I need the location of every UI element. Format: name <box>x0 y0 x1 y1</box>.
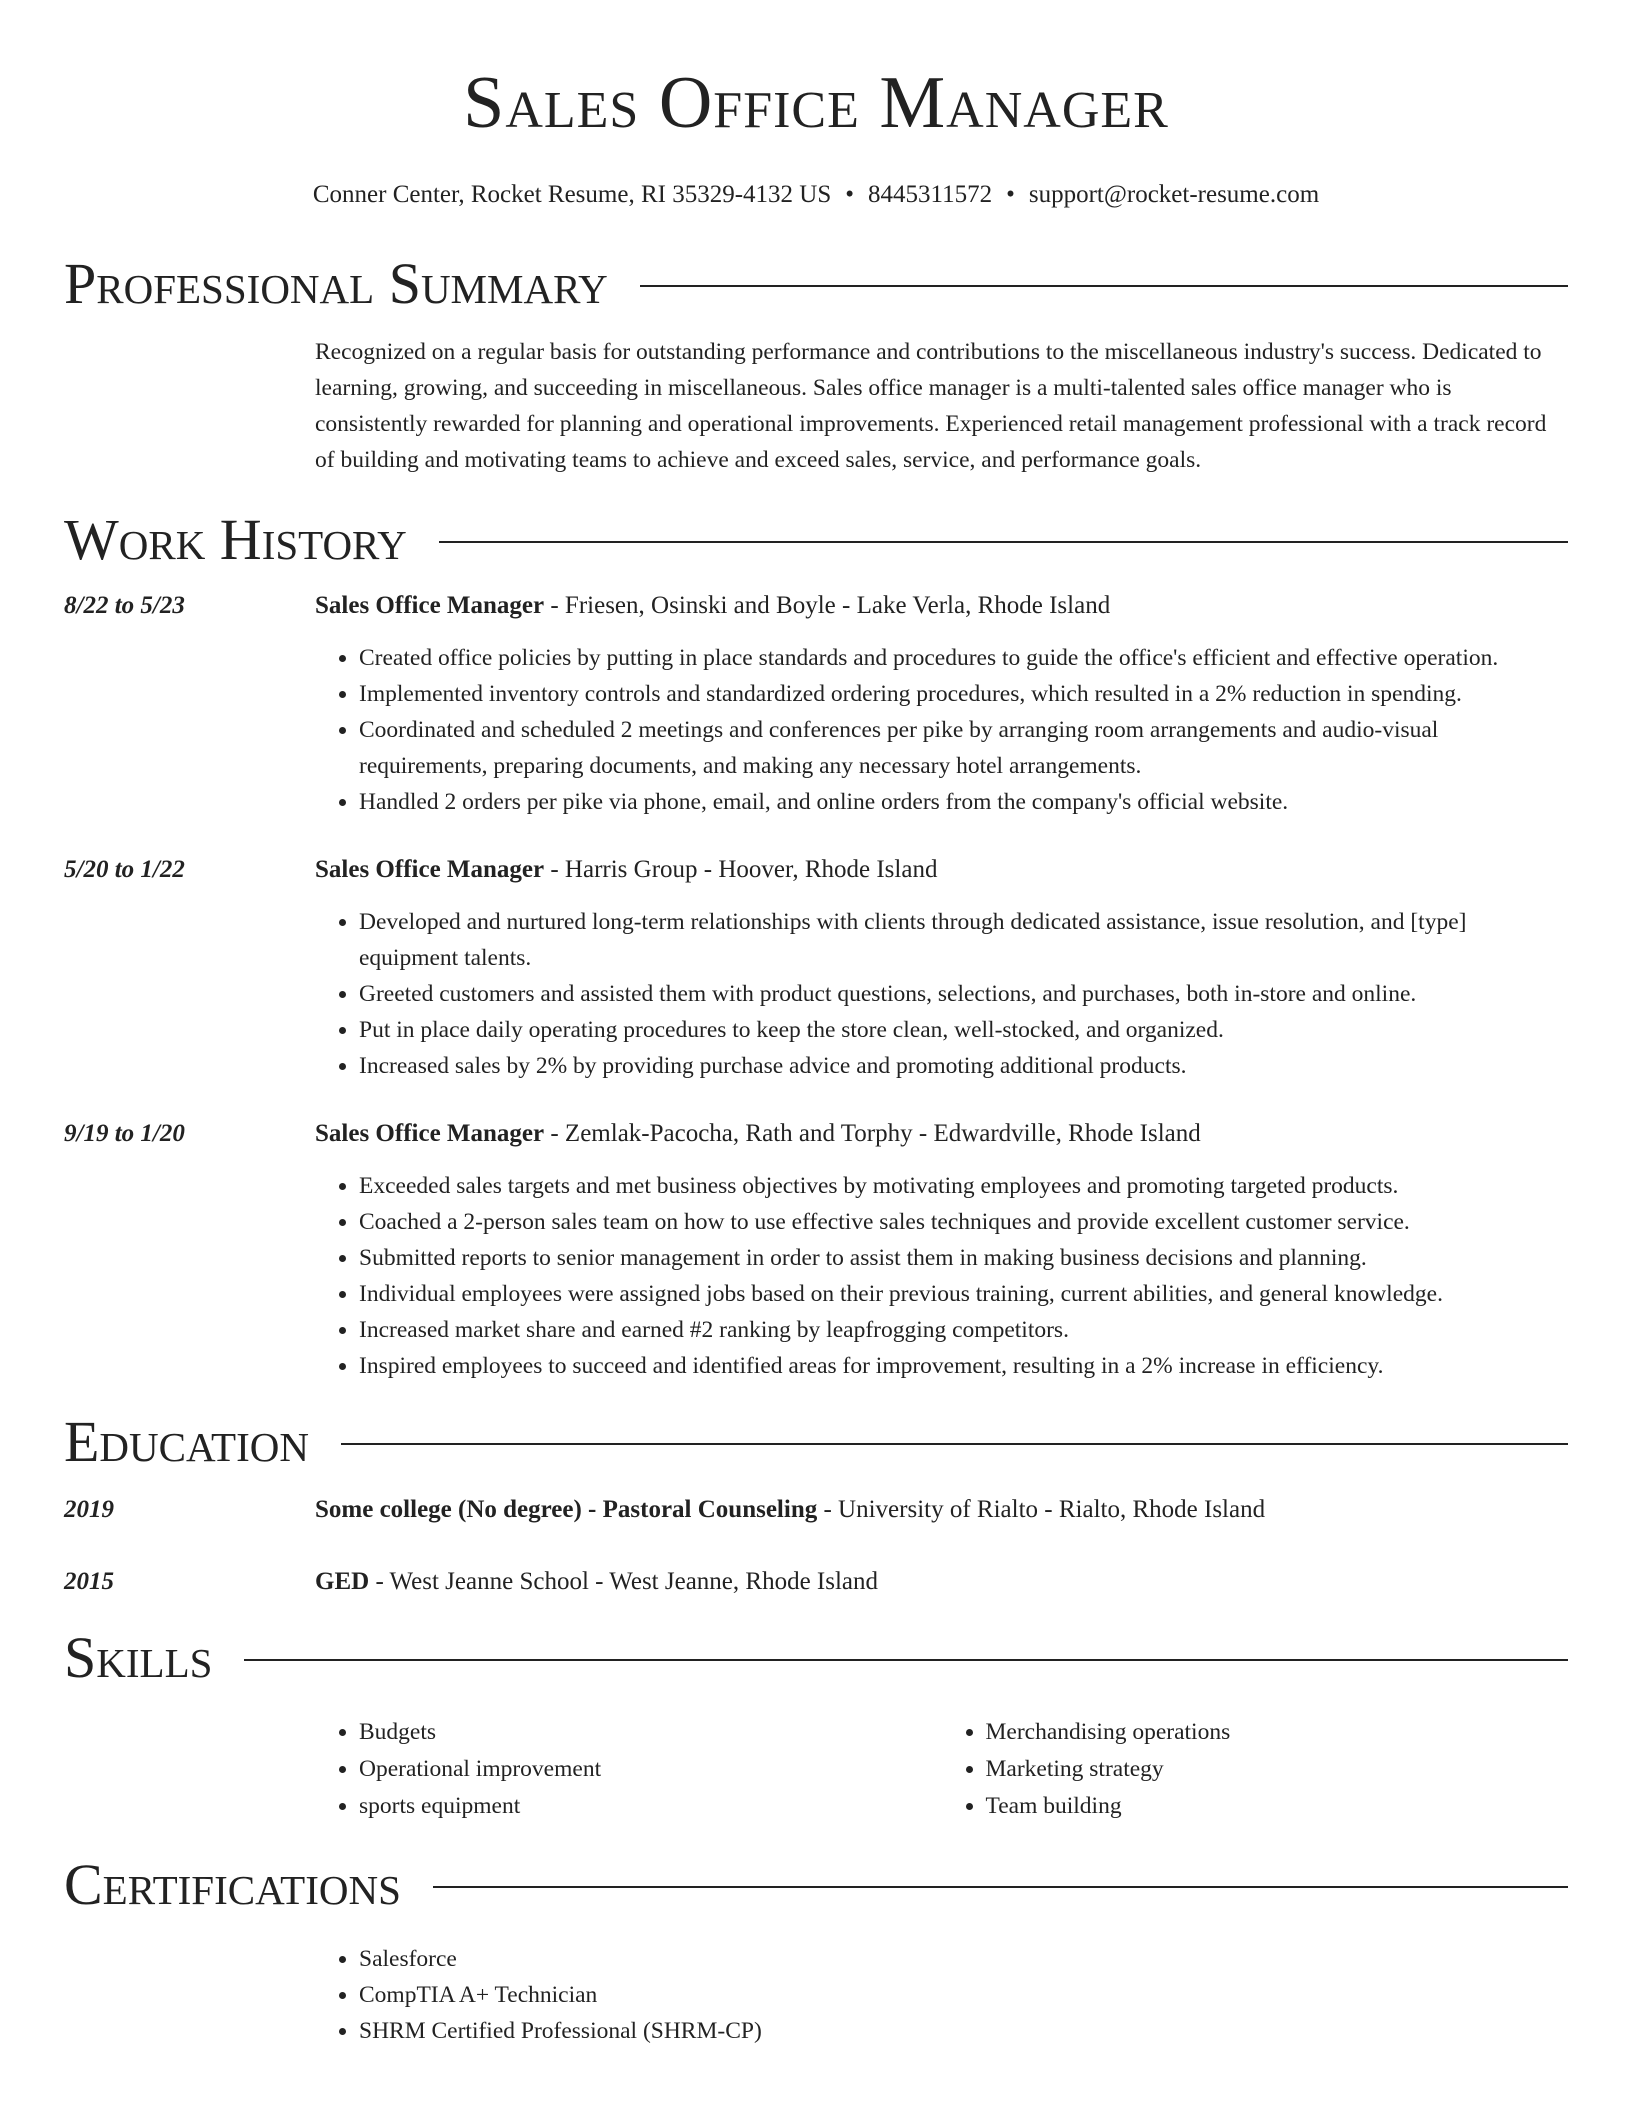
bullet-item: • Implemented inventory controls and standardized ordering procedures, which resulted in a 2% reduction in spending. <box>359 676 1568 712</box>
section-divider <box>439 541 1568 543</box>
job-title: Sales Office Manager <box>315 856 545 883</box>
bullet-item: • Coordinated and scheduled 2 meetings and conferences per pike by arranging room arrangements and audio-visual requirements, preparing documents, and making any necessary hotel arrangements. <box>359 712 1568 784</box>
job-entry <box>64 1116 1568 1384</box>
contact-line <box>64 180 1568 210</box>
bullet-item: • Submitted reports to senior management in order to assist them in making business decisions and planning. <box>359 1240 1568 1276</box>
certification-item: • Salesforce <box>359 1941 1568 1977</box>
skill-item: • Operational improvement <box>359 1751 942 1788</box>
email: support@rocket-resume.com <box>1028 181 1320 208</box>
skills-column-left <box>315 1714 942 1825</box>
education-entry <box>64 1564 1568 1600</box>
section-heading: Work History <box>64 507 407 572</box>
job-details: - Harris Group - Hoover, Rhode Island <box>544 856 938 883</box>
bullet-item: • Handled 2 orders per pike via phone, email, and online orders from the company's official website. <box>359 784 1568 820</box>
education-section-header <box>64 1410 1568 1474</box>
section-divider <box>433 1886 1568 1888</box>
certifications-list <box>315 1941 1568 2049</box>
skills-column-right <box>942 1714 1569 1825</box>
resume-page <box>64 0 1568 2049</box>
job-title: Sales Office Manager <box>315 1120 545 1147</box>
job-details: - Zemlak-Pacocha, Rath and Torphy - Edwardville, Rhode Island <box>544 1120 1201 1147</box>
skill-item: • Marketing strategy <box>986 1751 1569 1788</box>
work-section-header <box>64 508 1568 572</box>
job-title-line <box>315 1116 1568 1152</box>
section-heading: Education <box>64 1409 309 1474</box>
summary-section-header <box>64 252 1568 316</box>
education-details: - West Jeanne School - West Jeanne, Rhode Island <box>369 1568 879 1595</box>
bullet-item: • Greeted customers and assisted them with product questions, selections, and purchases, both in-store and online. <box>359 976 1568 1012</box>
certification-item: • SHRM Certified Professional (SHRM-CP) <box>359 2013 1568 2049</box>
section-divider <box>341 1443 1568 1445</box>
section-divider <box>640 285 1568 287</box>
job-bullets <box>315 1168 1568 1384</box>
address: Conner Center, Rocket Resume, RI 35329-4132 US <box>312 181 832 208</box>
resume-name: Sales Office Manager <box>463 62 1169 144</box>
education-details: - University of Rialto - Rialto, Rhode Island <box>817 1496 1266 1523</box>
bullet-item: • Put in place daily operating procedures to keep the store clean, well-stocked, and organized. <box>359 1012 1568 1048</box>
section-heading: Professional Summary <box>64 251 608 316</box>
job-dates: 5/20 to 1/22 <box>64 856 185 883</box>
separator: • <box>845 181 854 208</box>
job-entry <box>64 852 1568 1084</box>
skill-item: • sports equipment <box>359 1788 942 1825</box>
education-line <box>315 1492 1568 1528</box>
bullet-item: • Created office policies by putting in place standards and procedures to guide the office's efficient and effective operation. <box>359 640 1568 676</box>
education-year: 2015 <box>64 1568 114 1595</box>
bullet-item: • Individual employees were assigned jobs based on their previous training, current abilities, and general knowledge. <box>359 1276 1568 1312</box>
skills-grid <box>315 1714 1568 1825</box>
skill-item: • Merchandising operations <box>986 1714 1569 1751</box>
job-title: Sales Office Manager <box>315 592 545 619</box>
separator: • <box>1006 181 1015 208</box>
education-line <box>315 1564 1568 1600</box>
job-dates: 9/19 to 1/20 <box>64 1120 185 1147</box>
bullet-item: • Increased market share and earned #2 ranking by leapfrogging competitors. <box>359 1312 1568 1348</box>
job-entry <box>64 588 1568 820</box>
certifications-section-header <box>64 1853 1568 1917</box>
education-entry <box>64 1492 1568 1528</box>
job-bullets <box>315 640 1568 820</box>
education-degree: Some college (No degree) - Pastoral Counseling <box>315 1496 818 1523</box>
certification-item: • CompTIA A+ Technician <box>359 1977 1568 2013</box>
skills-section-header <box>64 1626 1568 1690</box>
job-title-line <box>315 852 1568 888</box>
bullet-item: • Coached a 2-person sales team on how to use effective sales techniques and provide excellent customer service. <box>359 1204 1568 1240</box>
job-dates: 8/22 to 5/23 <box>64 592 185 619</box>
education-year: 2019 <box>64 1496 114 1523</box>
job-details: - Friesen, Osinski and Boyle - Lake Verla, Rhode Island <box>544 592 1111 619</box>
phone: 8445311572 <box>868 181 993 208</box>
bullet-item: • Inspired employees to succeed and identified areas for improvement, resulting in a 2% increase in efficiency. <box>359 1348 1568 1384</box>
education-degree: GED <box>315 1568 370 1595</box>
skill-item: • Budgets <box>359 1714 942 1751</box>
section-heading: Skills <box>64 1625 213 1690</box>
job-bullets <box>315 904 1568 1084</box>
summary-text: Recognized on a regular basis for outstanding performance and contributions to the miscellaneous industry's success. Dedicated to learning, growing, and succeeding in miscellaneous. Sales office manager is a multi-talented sales office manager who is consistently rewarded for planning and operational improvements. Experienced retail management professional with a track record of building and motivating teams to achieve and exceed sales, service, and performance goals. <box>315 339 1547 473</box>
section-heading: Certifications <box>64 1852 401 1917</box>
bullet-item: • Developed and nurtured long-term relationships with clients through dedicated assistance, issue resolution, and [type] equipment talents. <box>359 904 1568 976</box>
bullet-item: • Increased sales by 2% by providing purchase advice and promoting additional products. <box>359 1048 1568 1084</box>
bullet-item: • Exceeded sales targets and met business objectives by motivating employees and promoting targeted products. <box>359 1168 1568 1204</box>
skill-item: • Team building <box>986 1788 1569 1825</box>
job-title-line <box>315 588 1568 624</box>
section-divider <box>244 1659 1568 1661</box>
